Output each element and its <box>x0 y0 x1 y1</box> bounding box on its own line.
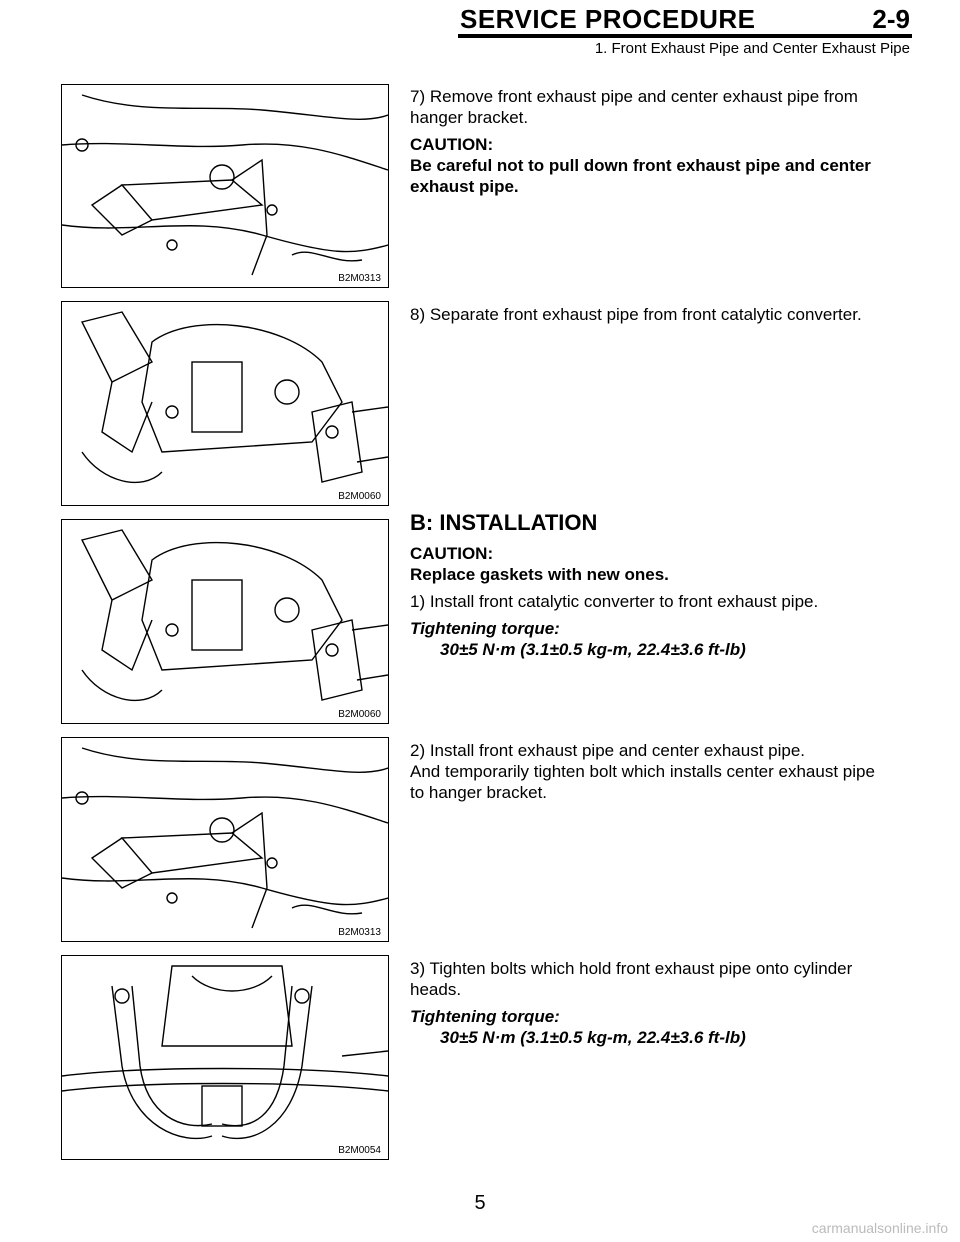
step-2-text-cont: And temporarily tighten bolt which installs center exhaust pipe to hanger bracket. <box>410 762 875 802</box>
figure-code: B2M0313 <box>338 273 381 284</box>
torque-label: Tightening torque: <box>410 619 560 638</box>
torque-value: 30±5 N·m (3.1±0.5 kg-m, 22.4±3.6 ft-lb) <box>440 1028 746 1047</box>
section-number: 2-9 <box>872 4 910 34</box>
figure-code: B2M0060 <box>338 491 381 502</box>
caution-text: Replace gaskets with new ones. <box>410 565 669 584</box>
torque-label: Tightening torque: <box>410 1007 560 1026</box>
exhaust-hanger-illustration <box>62 738 388 941</box>
caution-label: CAUTION: <box>410 135 494 154</box>
step-2-text: 2) Install front exhaust pipe and center exhaust pipe. <box>410 741 806 760</box>
front-exhaust-pipe-illustration <box>62 956 388 1159</box>
figure-hanger-bracket-install <box>61 737 389 942</box>
figure-cylinder-heads <box>61 955 389 1160</box>
figure-catalytic-converter-install <box>61 519 389 724</box>
page-number: 5 <box>474 1192 486 1214</box>
caution-text: Be careful not to pull down front exhaust pipe and center exhaust pipe. <box>410 156 871 196</box>
page-title: SERVICE PROCEDURE <box>460 4 756 34</box>
torque-value: 30±5 N·m (3.1±0.5 kg-m, 22.4±3.6 ft-lb) <box>440 640 746 659</box>
figure-hanger-bracket <box>61 84 389 288</box>
step-3-text: 3) Tighten bolts which hold front exhaust pipe onto cylinder heads. <box>410 959 853 999</box>
watermark: carmanualsonline.info <box>811 1220 948 1236</box>
catalytic-converter-illustration <box>62 302 388 505</box>
figure-catalytic-converter <box>61 301 389 506</box>
catalytic-converter-illustration <box>62 520 388 723</box>
page-subtitle: 1. Front Exhaust Pipe and Center Exhaust Pipe <box>594 40 910 57</box>
step-1-text: 1) Install front catalytic converter to front exhaust pipe. <box>410 592 819 611</box>
header-rule <box>458 34 912 38</box>
figure-code: B2M0054 <box>338 1145 381 1156</box>
figure-code: B2M0060 <box>338 709 381 720</box>
step-3-block <box>410 958 880 1054</box>
step-8-text: 8) Separate front exhaust pipe from front catalytic converter. <box>410 305 862 324</box>
figure-code: B2M0313 <box>338 927 381 938</box>
installation-block <box>410 512 880 666</box>
step-7-text: 7) Remove front exhaust pipe and center exhaust pipe from hanger bracket. <box>410 87 858 127</box>
exhaust-hanger-illustration <box>62 85 388 287</box>
step-8-block <box>410 304 880 331</box>
step-2-block <box>410 740 880 809</box>
step-7-block <box>410 86 880 203</box>
caution-label: CAUTION: <box>410 544 494 563</box>
section-heading: B: INSTALLATION <box>410 510 598 535</box>
